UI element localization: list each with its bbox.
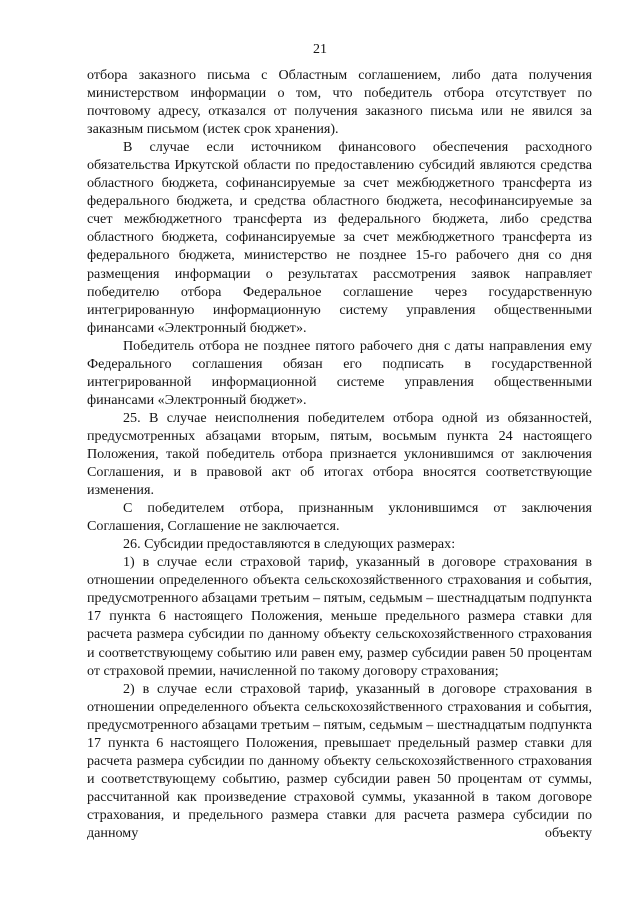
paragraph-federal-agreement: В случае если источником финансового обеспечения расходного обязательства Иркутской области по предоставлению субсидий являются средства областного бюджета, софинансируемые за счет межбюджетного трансферта из федерального бюджета, и средства областного бюджета, несофинансируемые за счет межбюджетного трансферта из федерального бюджета, либо средства областного бюджета, софинансируемые за счет межбюджетного трансферта из федерального бюджета, министерство не позднее 15-го рабочего дня со дня размещения информации о результатах рассмотрения заявок направляет победителю отбора Федеральное соглашение через государственную интегрированную информационную систему управления общественными финансами «Электронный бюджет».	[87, 139, 592, 336]
paragraph-item-25: 25. В случае неисполнения победителем отбора одной из обязанностей, предусмотренных абзацами вторым, пятым, восьмым пункта 24 настоящего Положения, такой победитель отбора признается уклонившимся от заключения Соглашения, и в правовой акт об итогах отбора вносятся соответствующие изменения.	[87, 409, 592, 499]
paragraph-subitem-1: 1) в случае если страховой тариф, указанный в договоре страхования в отношении определенного объекта сельскохозяйственного страхования и события, предусмотренного абзацами третьим – пятым, седьмым – шестнадцатым подпункта 17 пункта 6 настоящего Положения, меньше предельного размера ставки для расчета размера субсидии по данному объекту сельскохозяйственного страхования и соответствующему событию или равен ему, размер субсидии равен 50 процентам от страховой премии, начисленной по такому договору страхования;	[87, 554, 592, 679]
document-body	[87, 66, 592, 842]
paragraph-no-agreement: С победителем отбора, признанным уклонившимся от заключения Соглашения, Соглашение не заключается.	[87, 500, 592, 535]
paragraph-continuation: отбора заказного письма с Областным соглашением, либо дата получения министерством информации о том, что победитель отбора отсутствует по почтовому адресу, отказался от получения заказного письма или не явился за заказным письмом (истек срок хранения).	[87, 67, 592, 138]
paragraph-item-26: 26. Субсидии предоставляются в следующих размерах:	[123, 536, 456, 553]
paragraph-subitem-2: 2) в случае если страховой тариф, указанный в договоре страхования в отношении определенного объекта сельскохозяйственного страхования и события, предусмотренного абзацами третьим – пятым, седьмым – шестнадцатым подпункта 17 пункта 6 настоящего Положения, превышает предельный размер ставки для расчета размера субсидии по данному объекту сельскохозяйственного страхования и соответствующему событию, размер субсидии равен 50 процентам от суммы, рассчитанной как произведение страховой суммы, указанной в таком договоре страхования, и предельного размера ставки для расчета размера субсидии по данному объекту	[87, 680, 592, 841]
paragraph-signing-deadline: Победитель отбора не позднее пятого рабочего дня с даты направления ему Федерального соглашения обязан его подписать в государственной интегрированной информационной системе управления общественными финансами «Электронный бюджет».	[87, 337, 592, 408]
page-number: 21	[313, 42, 327, 57]
